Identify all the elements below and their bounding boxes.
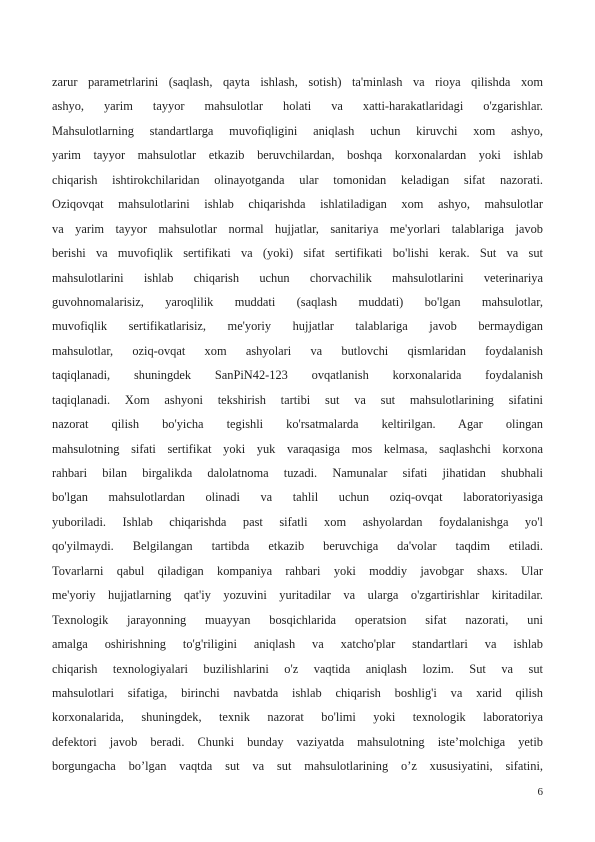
text-line: va yarim tayyor mahsulotlar normal hujjatlar, sanitariya me'yorlari talablariga javob bbox=[52, 221, 543, 236]
text-line: yarim tayyor mahsulotlar etkazib beruvchilardan, boshqa korxonalardan yoki ishlab bbox=[52, 148, 543, 163]
text-line: amalga oshirishning to'g'riligini aniqlash va xatcho'plar standartlari va ishlab bbox=[52, 637, 543, 652]
text-line: mahsulotning sifati sertifikat yoki yuk varaqasiga mos kelmasa, saqlashchi korxona bbox=[52, 441, 543, 456]
text-line: muvofiqlik sertifikatlarisiz, me'yoriy hujjatlar talablariga javob bermaydigan bbox=[52, 319, 543, 334]
text-line: Mahsulotlarning standartlarga muvofiqligini aniqlash uchun kiruvchi xom ashyo, bbox=[52, 123, 543, 138]
text-line: Oziqovqat mahsulotlarini ishlab chiqarishda ishlatiladigan xom ashyo, mahsulotlar bbox=[52, 197, 543, 212]
text-line: yuboriladi. Ishlab chiqarishda past sifatli xom ashyolardan foydalanishga yo'l bbox=[52, 514, 543, 529]
text-line: taqiqlanadi. Xom ashyoni tekshirish tartibi sut va sut mahsulotlarining sifatini bbox=[52, 392, 543, 407]
text-line: taqiqlanadi, shuningdek SanPiN42-123 ovqatlanish korxonalarida foydalanish bbox=[52, 368, 543, 383]
text-line: mahsulotlari sifatiga, birinchi navbatda ishlab chiqarish boshlig'i va xarid qilish bbox=[52, 685, 543, 700]
text-line: nazorat qilish bo'yicha tegishli ko'rsatmalarda keltirilgan. Agar olingan bbox=[52, 417, 543, 432]
page-number: 6 bbox=[537, 786, 543, 798]
text-line: qo'yilmaydi. Belgilangan tartibda etkazib beruvchiga da'volar taqdim etiladi. bbox=[52, 539, 543, 554]
text-line: mahsulotlar, oziq-ovqat xom ashyolari va butlovchi qismlaridan foydalanish bbox=[52, 343, 543, 358]
text-line: Texnologik jarayonning muayyan bosqichlarida operatsion sifat nazorati, uni bbox=[52, 612, 543, 627]
text-line: mahsulotlarini ishlab chiqarish uchun chorvachilik mahsulotlarini veterinariya bbox=[52, 270, 543, 285]
text-line: zarur parametrlarini (saqlash, qayta ishlash, sotish) ta'minlash va rioya qilishda xom bbox=[52, 75, 543, 89]
text-line: korxonalarida, shuningdek, texnik nazorat bo'limi yoki texnologik laboratoriya bbox=[52, 710, 543, 725]
text-line: guvohnomalarisiz, yaroqlilik muddati (saqlash muddati) bo'lgan mahsulotlar, bbox=[52, 294, 543, 309]
text-line: bo'lgan mahsulotlardan olinadi va tahlil uchun oziq-ovqat laboratoriyasiga bbox=[52, 490, 543, 505]
text-line: berishi va muvofiqlik sertifikati va (yoki) sifat sertifikati bo'lishi kerak. Sut va sut bbox=[52, 246, 543, 261]
text-line: chiqarish ishtirokchilaridan olinayotganda ular tomonidan keladigan sifat nazorati. bbox=[52, 172, 543, 187]
text-line: rahbari bilan birgalikda dalolatnoma tuzadi. Namunalar sifati jihatidan shubhali bbox=[52, 466, 543, 480]
text-line: ashyo, yarim tayyor mahsulotlar holati va xatti-harakatlaridagi o'zgarishlar. bbox=[52, 99, 543, 114]
text-line: me'yoriy hujjatlarning qat'iy yozuvini yuritadilar va ularga o'zgartirishlar kiritadilar. bbox=[52, 588, 543, 603]
text-line: chiqarish texnologiyalari buzilishlarini o'z vaqtida aniqlash lozim. Sut va sut bbox=[52, 661, 543, 676]
text-line: borgungacha bo’lgan vaqtda sut va sut mahsulotlarining o’z xususiyatini, sifatini, bbox=[52, 759, 543, 774]
text-line: defektori javob beradi. Chunki bunday vaziyatda mahsulotning iste’molchiga yetib bbox=[52, 734, 543, 749]
text-line: Tovarlarni qabul qiladigan kompaniya rahbari yoki moddiy javobgar shaxs. Ular bbox=[52, 563, 543, 578]
body-text bbox=[52, 70, 543, 779]
